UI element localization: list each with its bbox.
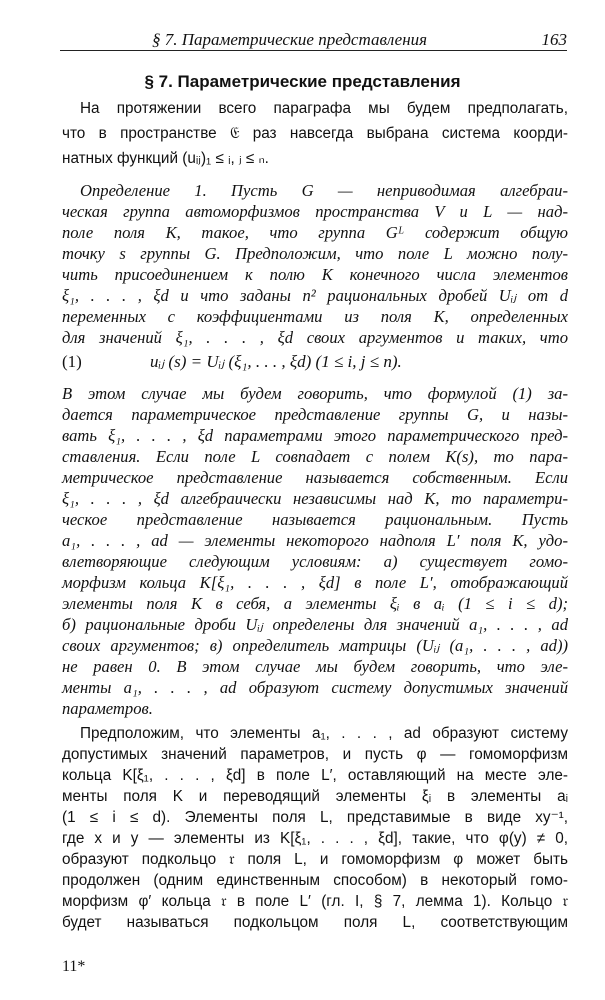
definition-line: ξ₁, . . . , ξd алгебраически независимы над K, то параметри- <box>62 489 568 508</box>
paragraph-line: образуют подкольцо 𝔯 поля L, и гомоморфизм φ может быть <box>62 851 568 868</box>
paragraph-line: кольца K[ξ₁, . . . , ξd] в поле L′, оставляющий на месте эле- <box>62 767 568 784</box>
definition-line: своих аргументов; в) определитель матрицы (Uᵢⱼ (a₁, . . . , ad)) <box>62 636 568 655</box>
paragraph-line: где x и y — элементы из K[ξ₁, . . . , ξd], такие, что φ(y) ≠ 0, <box>62 830 568 847</box>
definition-line: б) рациональные дроби Uᵢⱼ определены для значений a₁, . . . , ad <box>62 615 568 634</box>
definition-line: дается параметрическое представление группы G, и назы- <box>62 405 568 424</box>
paragraph-line: допустимых значений параметров, и пусть φ — гомоморфизм <box>62 746 568 763</box>
formula-body: uᵢⱼ (s) = Uᵢⱼ (ξ₁, . . . , ξd) (1 ≤ i, j ≤ n). <box>150 352 402 371</box>
definition-line: ставления. Если поле L совпадает с полем K(s), то пара- <box>62 447 568 466</box>
intro-line: натных функций (uᵢⱼ)₁ ≤ ᵢ, ⱼ ≤ ₙ. <box>62 150 269 167</box>
page-header <box>60 22 567 51</box>
definition-line: влетворяющие следующим условиям: а) существует гомо- <box>62 552 568 571</box>
paragraph-line: (1 ≤ i ≤ d). Элементы поля L, представимые в виде xy⁻¹, <box>62 809 568 826</box>
running-head: § 7. Параметрические представления <box>152 30 428 49</box>
paragraph-line: морфизм φ′ кольца 𝔯 в поле L′ (гл. I, § 7, лемма 1). Кольцо 𝔯 <box>62 893 568 910</box>
definition-line: элементы поля K в себя, а элементы ξᵢ в aᵢ (1 ≤ i ≤ d); <box>62 594 568 613</box>
definition-line: ческая группа автоморфизмов пространства V и L — над- <box>62 202 568 221</box>
paragraph-line: продолжен (одним единственным способом) в некоторый гомо- <box>62 872 568 889</box>
formula-1 <box>62 352 568 376</box>
definition-line: ξ₁, . . . , ξd и что заданы n² рациональных дробей Uᵢⱼ от d <box>62 286 568 305</box>
definition-line: метрическое представление называется собственным. Если <box>62 468 568 487</box>
formula-number: (1) <box>62 352 82 371</box>
definition-line: точку s группы G. Предположим, что поле L можно полу- <box>62 244 568 263</box>
definition-line: вать ξ₁, . . . , ξd параметрами этого параметрического пред- <box>62 426 568 445</box>
paragraph-line: Предположим, что элементы a₁, . . . , ad образуют систему <box>80 725 568 742</box>
definition-line: переменных с коэффициентами из поля K, определенных <box>62 307 568 326</box>
page-number: 163 <box>541 30 567 49</box>
paragraph-line: менты поля K и переводящий элементы ξᵢ в элементы aᵢ <box>62 788 568 805</box>
definition-line: менты a₁, . . . , ad образуют систему допустимых значений <box>62 678 568 697</box>
paragraph-line: будет называться подкольцом поля L, соответствующим <box>62 914 568 931</box>
sheet-signature: 11* <box>62 958 86 975</box>
definition-line: параметров. <box>62 699 153 718</box>
intro-line: На протяжении всего параграфа мы будем предполагать, <box>80 100 568 117</box>
definition-line: a₁, . . . , ad — элементы некоторого надполя L′ поля K, удо- <box>62 531 568 550</box>
definition-line: ческое представление называется рациональным. Пусть <box>62 510 568 529</box>
definition-line: морфизм кольца K[ξ₁, . . . , ξd] в поле L′, отображающий <box>62 573 568 592</box>
intro-line: что в пространстве 𝔈 раз навсегда выбрана система коорди- <box>62 125 568 142</box>
definition-line: Определение 1. Пусть G — неприводимая алгебраи- <box>80 181 568 200</box>
definition-line: чить присоединением к полю K конечного числа элементов <box>62 265 568 284</box>
definition-line: не равен 0. В этом случае мы будем говорить, что эле- <box>62 657 568 676</box>
definition-line: для значений ξ₁, . . . , ξd своих аргументов и таких, что <box>62 328 568 347</box>
definition-line: поле поля K, такое, что группа Gᴸ содержит общую <box>62 223 568 242</box>
section-title: § 7. Параметрические представления <box>144 72 461 91</box>
definition-line: В этом случае мы будем говорить, что формулой (1) за- <box>62 384 568 403</box>
